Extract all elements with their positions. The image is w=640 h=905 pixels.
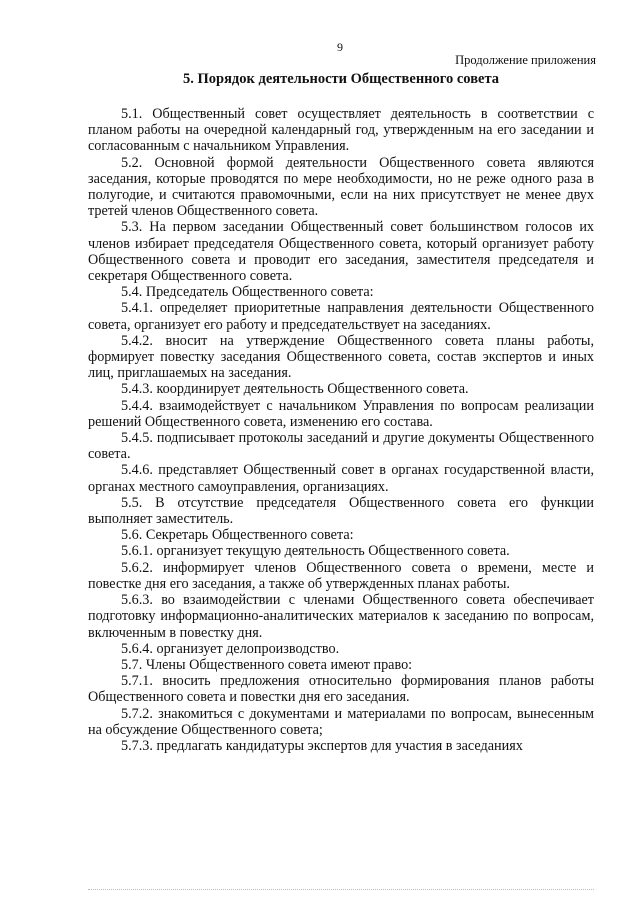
paragraph-5-4-3: 5.4.3. координирует деятельность Общественного совета. <box>121 381 469 398</box>
paragraph-5-4-6: 5.4.6. представляет Общественный совет в органах государственной власти, органах местного самоуправления, организациях. <box>88 462 594 495</box>
paragraph-5-1: 5.1. Общественный совет осуществляет деятельность в соответствии с планом работы на очередной календарный год, утвержденным на его заседании и согласованным с начальником Управления. <box>88 106 594 155</box>
scan-footer-marks <box>88 889 594 893</box>
paragraph-5-4-4: 5.4.4. взаимодействует с начальником Управления по вопросам реализации решений Общественного совета, изменению его состава. <box>88 397 594 430</box>
document-body <box>88 106 594 754</box>
section-title: 5. Порядок деятельности Общественного совета <box>182 71 500 87</box>
paragraph-5-7-2: 5.7.2. знакомиться с документами и материалами по вопросам, вынесенным на обсуждение Общественного совета; <box>88 705 594 738</box>
paragraph-5-4-2: 5.4.2. вносит на утверждение Общественного совета планы работы, формирует повестку заседания Общественного совета, состав экспертов и иных лиц, приглашаемых на заседания. <box>88 332 594 382</box>
paragraph-5-7-3: 5.7.3. предлагать кандидатуры экспертов для участия в заседаниях <box>121 737 523 754</box>
paragraph-5-6-3: 5.6.3. во взаимодействии с членами Общественного совета обеспечивает подготовку информационно-аналитических материалов к заседанию по вопросам, включенным в повестку дня. <box>88 592 594 641</box>
paragraph-5-6-4: 5.6.4. организует делопроизводство. <box>121 640 340 657</box>
continuation-note: Продолжение приложения <box>455 53 596 67</box>
paragraph-5-6-1: 5.6.1. организует текущую деятельность Общественного совета. <box>121 543 510 560</box>
page-number: 9 <box>337 40 343 54</box>
paragraph-5-5: 5.5. В отсутствие председателя Общественного совета его функции выполняет заместитель. <box>88 494 594 528</box>
paragraph-5-4-1: 5.4.1. определяет приоритетные направления деятельности Общественного совета, организует его работу и председательствует на заседаниях. <box>88 300 594 333</box>
paragraph-5-4: 5.4. Председатель Общественного совета: <box>121 284 374 301</box>
paragraph-5-3: 5.3. На первом заседании Общественный совет большинством голосов их членов избирает председателя Общественного совета, который организует работу Общественного совета и проводит его заседания, заместителя председателя и секретаря Общественного совета. <box>88 219 594 285</box>
paragraph-5-4-5: 5.4.5. подписывает протоколы заседаний и другие документы Общественного совета. <box>88 430 594 463</box>
paragraph-5-2: 5.2. Основной формой деятельности Общественного совета являются заседания, которые проводятся по мере необходимости, но не реже одного раза в полугодие, и считаются правомочными, если на них присутствует не менее двух третей членов Общественного совета. <box>88 154 594 220</box>
paragraph-5-7: 5.7. Члены Общественного совета имеют право: <box>121 656 413 673</box>
paragraph-5-6-2: 5.6.2. информирует членов Общественного совета о времени, месте и повестке дня его заседания, а также об утвержденных планах работы. <box>88 559 594 592</box>
paragraph-5-6: 5.6. Секретарь Общественного совета: <box>121 527 354 544</box>
paragraph-5-7-1: 5.7.1. вносить предложения относительно формирования планов работы Общественного совета и повестки дня его заседания. <box>88 673 594 706</box>
